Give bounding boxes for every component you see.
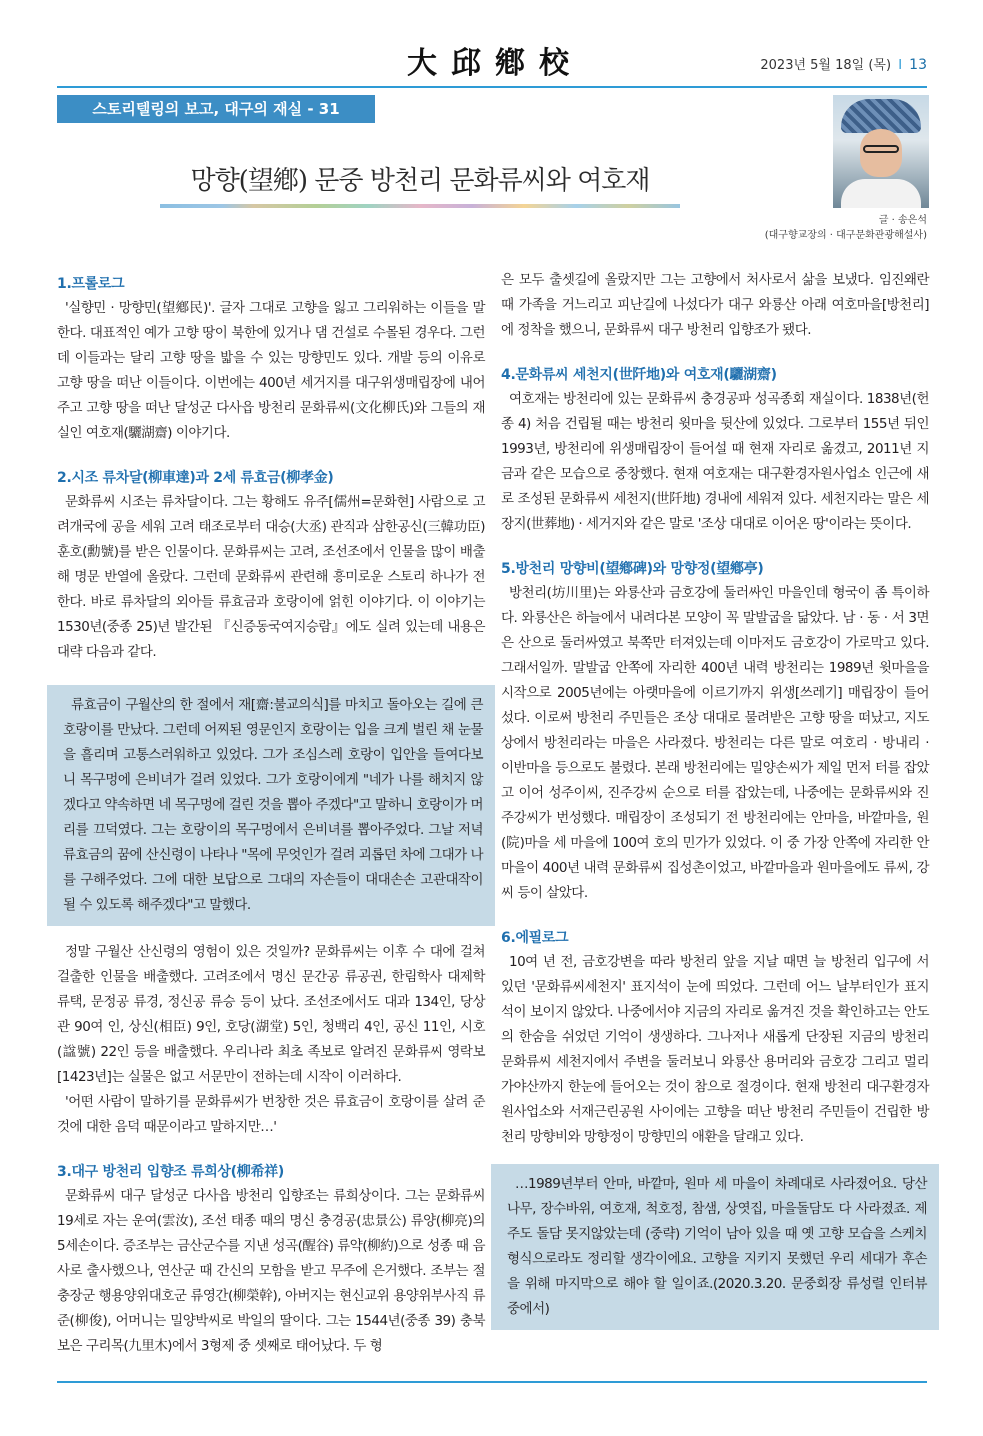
masthead: 大邱鄕校 (407, 46, 583, 81)
section-heading: 4.문화류씨 세천지(世阡地)와 여호재(驪湖齋) (501, 367, 777, 383)
bottom-rule (57, 1381, 927, 1383)
paragraph: 정말 구월산 산신령의 영험이 있은 것일까? 문화류씨는 이후 수 대에 걸쳐 걸출한 인물을 배출했다. 고려조에서 명신 문간공 류공권, 한림학사 대제학 류택, 문정공 류경, 정신공 류승 등이 났다. 조선조에서도 대과 134인, 당상관 90여 인, 상신(相臣) 9인, 호당(湖堂) 5인, 청백리 4인, 공신 11인, 시호(諡號) 22인 등을 배출했다. 우리나라 최초 족보로 알려진 문화류씨 영락보[1423년]는 실물은 없고 서문만이 전하는데 시작이 이러하다. (57, 944, 485, 1085)
date-bar (760, 54, 927, 73)
top-rule (57, 86, 927, 88)
author-photo (833, 95, 929, 208)
byline-author: 글 · 송은석 (878, 215, 927, 226)
quote-box (491, 1164, 939, 1330)
quote-text: 류효금이 구월산의 한 절에서 재[齋:불교의식]를 마치고 돌아오는 길에 큰 호랑이를 만났다. 그런데 어찌된 영문인지 호랑이는 입을 크게 벌린 채 눈물을 흘리며 고통스러워하고 있었다. 그가 조심스레 호랑이 입안을 들여다보니 목구멍에 은비녀가 걸려 있었다. 그가 호랑이에게 "네가 나를 해치지 않겠다고 약속하면 네 목구멍에 걸린 것을 뽑아 주겠다"고 말하니 호랑이가 머리를 끄덕였다. 그는 호랑이의 목구멍에서 은비녀를 뽑아주었다. 그날 저녁 류효금의 꿈에 산신령이 나타나 "목에 무엇인가 걸려 괴롭던 차에 그대가 나를 구해주었다. 그에 대한 보답으로 그대의 자손들이 대대손손 고관대작이 될 수 있도록 해주겠다"고 말했다. (63, 697, 483, 913)
title-rule (160, 204, 680, 208)
paragraph: 문화류씨 대구 달성군 다사읍 방천리 입향조는 류희상이다. 그는 문화류씨 19세로 자는 운여(雲汝), 조선 태종 때의 명신 충경공(忠景公) 류양(柳亮)의 5세손이다. 증조부는 금산군수를 지낸 성곡(醒谷) 류약(柳約)으로 성종 때 음사로 출사했으나, 연산군 때 간신의 모함을 받고 무주에 은거했다. 조부는 절충장군 행용양위대호군 류영간(柳榮幹), 아버지는 현신교위 용양위부사직 류준(柳俊), 어머니는 밀양박씨로 박일의 딸이다. 그는 1544년(중종 39) 충북 보은 구리목(九里木)에서 3형제 중 셋째로 태어났다. 두 형 (57, 1188, 485, 1354)
paragraph: 방천리(坊川里)는 와룡산과 금호강에 둘러싸인 마을인데 형국이 좀 특이하다. 와룡산은 하늘에서 내려다본 모양이 꼭 말발굽을 닮았다. 남 · 동 · 서 3면은 산으로 둘러싸였고 북쪽만 터져있는데 이마저도 금호강이 가로막고 있다. 그래서일까. 말발굽 안쪽에 자리한 400년 내력 방천리는 1989년 윗마을을 시작으로 2005년에는 아랫마을에 이르기까지 위생[쓰레기] 매립장이 들어섰다. 이로써 방천리 주민들은 조상 대대로 물려받은 고향 땅을 떠났고, 지도상에서 방천리라는 마을은 사라졌다. 방천리는 다른 말로 여호리 · 방내리 · 이반마을 등으로도 불렸다. 본래 방천리에는 밀양손씨가 제일 먼저 터를 잡았고 이어 성주이씨, 진주강씨 순으로 터를 잡았는데, 나중에는 문화류씨와 진주강씨가 번성했다. 매립장이 조성되기 전 방천리에는 안마을, 바깥마을, 원(院)마을 세 마을에 100여 호의 민가가 있었다. 이 중 가장 안쪽에 자리한 안마을이 400년 내력 문화류씨 집성촌이었고, 바깥마을과 원마을에도 류씨, 강씨 등이 살았다. (501, 585, 929, 901)
paragraph: 10여 년 전, 금호강변을 따라 방천리 앞을 지날 때면 늘 방천리 입구에 서 있던 '문화류씨세천지' 표지석이 눈에 띄었다. 그런데 어느 날부터인가 표지석이 보이지 않았다. 나중에서야 지금의 자리로 옮겨진 것을 확인하고는 안도의 한숨을 쉬었던 기억이 생생하다. 그나저나 새롭게 단장된 지금의 방천리 문화류씨 세천지에서 주변을 둘러보니 와룡산 용머리와 금호강 그리고 멀리 가야산까지 한눈에 들어오는 것이 참으로 절경이다. 현재 방천리 대구환경자원사업소와 서재근린공원 사이에는 고향을 떠난 방천리 주민들이 건립한 방천리 망향비와 망향정이 망향민의 애환을 달래고 있다. (501, 954, 929, 1145)
paragraph: 여호재는 방천리에 있는 문화류씨 충경공파 성곡종회 재실이다. 1838년(헌종 4) 처음 건립될 때는 방천리 윗마을 뒷산에 있었다. 그로부터 155년 뒤인 1993년, 방천리에 위생매립장이 들어설 때 현재 자리로 옮겼고, 2011년 지금과 같은 모습으로 중창했다. 현재 여호재는 대구환경자원사업소 인근에 새로 조성된 문화류씨 세천지(世阡地) 경내에 세워져 있다. 세천지라는 말은 세장지(世葬地) · 세거지와 같은 말로 '조상 대대로 이어온 땅'이라는 뜻이다. (501, 391, 929, 532)
quote-text: …1989년부터 안마, 바깥마, 원마 세 마을이 차례대로 사라졌어요. 당산나무, 장수바위, 여호재, 척호정, 참샘, 상엿집, 마을돌담도 다 사라졌죠. 제주도 돌담 못지않았는데 (중략) 기억이 남아 있을 때 옛 고향 모습을 스케치형식으로라도 정리할 생각이에요. 고향을 지키지 못했던 우리 세대가 후손을 위해 마지막으로 해야 할 일이죠.(2020.3.20. 문중회장 류성렬 인터뷰 중에서) (507, 1176, 927, 1317)
section-heading: 6.에필로그 (501, 930, 569, 946)
section-heading: 2.시조 류차달(柳車達)과 2세 류효금(柳孝金) (57, 470, 334, 486)
paragraph: 은 모두 출셋길에 올랐지만 그는 고향에서 처사로서 삶을 보냈다. 임진왜란 때 가족을 거느리고 피난길에 나섰다가 대구 와룡산 아래 여호마을[방천리]에 정착을 했으니, 문화류씨 대구 방천리 입향조가 됐다. (501, 272, 929, 338)
right-column (501, 268, 929, 1330)
hat-shape (841, 99, 921, 133)
section-heading: 5.방천리 망향비(望鄕碑)와 망향정(望鄕亭) (501, 561, 764, 577)
paragraph: 문화류씨 시조는 류차달이다. 그는 황해도 유주[儒州=문화현] 사람으로 고려개국에 공을 세워 고려 태조로부터 대승(大丞) 관직과 삼한공신(三韓功臣) 훈호(勳號)를 받은 인물이다. 문화류씨는 고려, 조선조에서 인물을 많이 배출해 명문 반열에 올랐다. 그런데 문화류씨 관련해 흥미로운 스토리 하나가 전한다. 바로 류차달의 외아들 류효금과 호랑이에 얽힌 이야기다. 이 이야기는 1530년(중종 25)년 발간된 『신증동국여지승람』에도 실려 있는데 내용은 대략 다음과 같다. (57, 494, 485, 660)
quote-box (47, 685, 495, 926)
section-heading: 3.대구 방천리 입향조 류희상(柳希祥) (57, 1164, 284, 1180)
glasses-shape (863, 145, 899, 153)
separator: I (898, 58, 903, 73)
byline-affiliation: (대구향교장의 · 대구문화관광해설사) (764, 230, 927, 241)
page-number: 13 (909, 57, 927, 73)
series-label: 스토리텔링의 보고, 대구의 재실 - 31 (57, 95, 375, 123)
left-column (57, 272, 485, 1359)
byline (765, 213, 927, 243)
issue-date: 2023년 5월 18일 (목) (760, 58, 892, 73)
section-heading: 1.프롤로그 (57, 276, 125, 292)
paragraph: '어떤 사람이 말하기를 문화류씨가 번창한 것은 류효금이 호랑이를 살려 준 것에 대한 음덕 때문이라고 말하지만…' (57, 1094, 485, 1135)
shirt-shape (841, 179, 921, 208)
article-title: 망향(望鄕) 문중 방천리 문화류씨와 여호재 (190, 166, 650, 196)
paragraph: '실향민 · 망향민(望鄕民)'. 글자 그대로 고향을 잃고 그리워하는 이들을 말한다. 대표적인 예가 고향 땅이 북한에 있거나 댐 건설로 수몰된 경우다. 그런데 이들과는 달리 고향 땅을 밟을 수 있는 망향민도 있다. 개발 등의 이유로 고향 땅을 떠난 이들이다. 이번에는 400년 세거지를 대구위생매립장에 내어주고 고향 땅을 떠난 달성군 다사읍 방천리 문화류씨(文化柳氏)와 그들의 재실인 여호재(驪湖齋) 이야기다. (57, 300, 485, 441)
face-shape (860, 129, 902, 177)
